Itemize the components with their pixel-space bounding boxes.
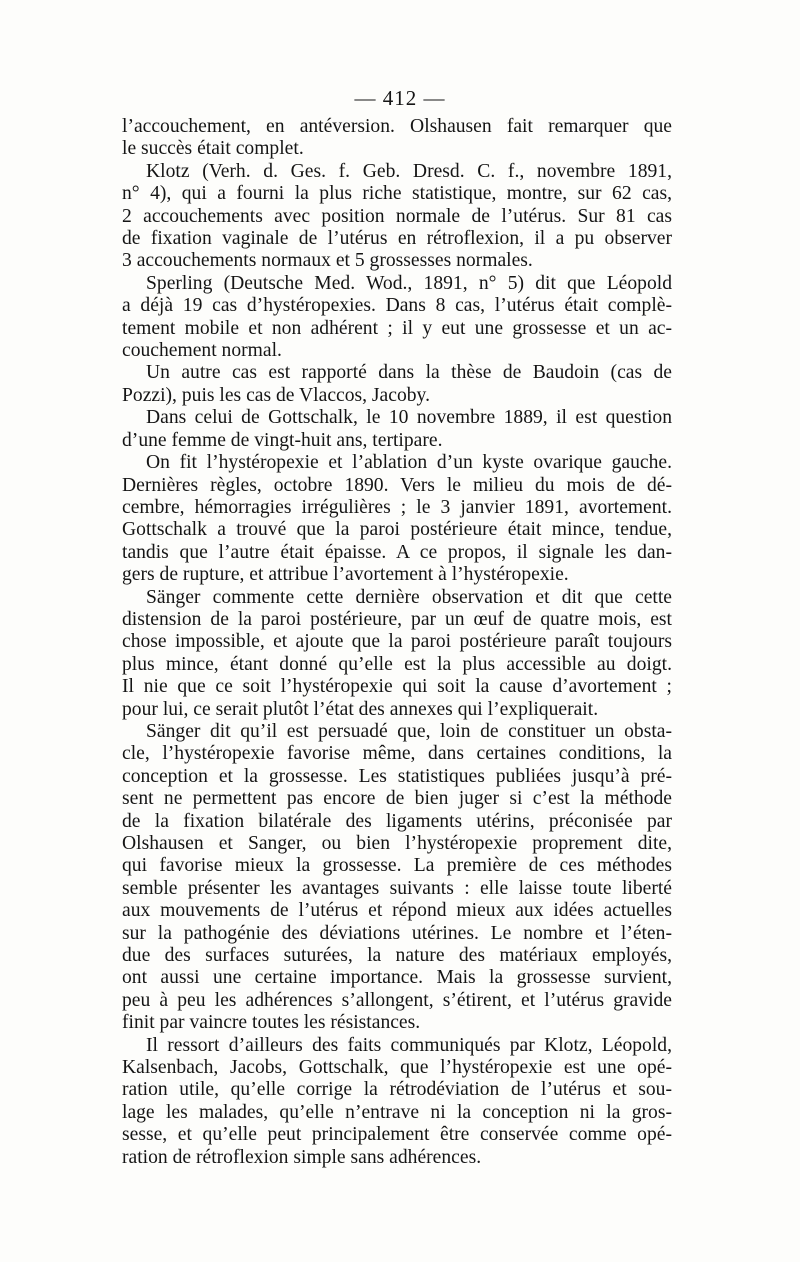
text-line: Klotz (Verh. d. Ges. f. Geb. Dresd. C. f., novembre 1891, — [146, 160, 672, 182]
text-line: aux mouvements de l’utérus et répond mieux aux idées actuelles — [122, 900, 672, 922]
text-line: cle, l’hystéropexie favorise même, dans certaines conditions, la — [122, 743, 672, 765]
text-line: de fixation vaginale de l’utérus en rétroflexion, il a pu observer — [122, 228, 672, 250]
text-line: Olshausen et Sanger, ou bien l’hystéropexie proprement dite, — [122, 833, 672, 854]
text-line: Sperling (Deutsche Med. Wod., 1891, n° 5) dit que Léopold — [146, 272, 672, 294]
text-line: qui favorise mieux la grossesse. La première de ces méthodes — [122, 855, 672, 877]
text-line: couchement normal. — [122, 340, 282, 362]
text-line: tement mobile et non adhérent ; il y eut une grossesse et un ac- — [122, 317, 672, 339]
text-line: ont aussi une certaine importance. Mais la grossesse survient, — [122, 967, 672, 989]
text-line: Kalsenbach, Jacobs, Gottschalk, que l’hystéropexie est une opé- — [122, 1057, 672, 1079]
text-line: Dernières règles, octobre 1890. Vers le milieu du mois de dé- — [122, 474, 672, 496]
text-line: Dans celui de Gottschalk, le 10 novembre 1889, il est question — [146, 407, 672, 429]
text-line: Sänger commente cette dernière observation et dit que cette — [146, 586, 672, 608]
text-line: lage les malades, qu’elle n’entrave ni la conception ni la gros- — [122, 1101, 672, 1123]
text-line: semble présenter les avantages suivants : elle laisse toute liberté — [122, 877, 672, 899]
text-line: Un autre cas est rapporté dans la thèse de Baudoin (cas de — [146, 362, 672, 384]
text-line: ration de rétroflexion simple sans adhérences. — [122, 1146, 482, 1168]
text-line: d’une femme de vingt-huit ans, tertipare. — [122, 429, 443, 451]
text-line: plus mince, étant donné qu’elle est la plus accessible au doigt. — [122, 653, 672, 675]
text-line: de la fixation bilatérale des ligaments utérins, préconisée par — [122, 810, 672, 832]
text-line: Il nie que ce soit l’hystéropexie qui soit la cause d’avortement ; — [122, 676, 672, 698]
body-text — [122, 116, 672, 1169]
text-line: Sänger dit qu’il est persuadé que, loin de constituer un obsta- — [146, 720, 672, 742]
text-line: conception et la grossesse. Les statistiques publiées jusqu’à pré- — [122, 765, 672, 787]
text-line: cembre, hémorragies irrégulières ; le 3 janvier 1891, avortement. — [122, 496, 672, 518]
text-line: sent ne permettent pas encore de bien juger si c’est la méthode — [122, 788, 672, 810]
text-line: On fit l’hystéropexie et l’ablation d’un kyste ovarique gauche. — [146, 452, 672, 474]
text-line: pour lui, ce serait plutôt l’état des annexes qui l’expliquerait. — [122, 698, 599, 720]
text-line: le succès était complet. — [122, 138, 304, 160]
text-line: sesse, et qu’elle peut principalement être conservée comme opé- — [122, 1124, 672, 1146]
text-line: 3 accouchements normaux et 5 grossesses normales. — [122, 250, 533, 272]
text-line: due des surfaces suturées, la nature des matériaux employés, — [122, 945, 672, 967]
text-line: l’accouchement, en antéversion. Olshausen fait remarquer que — [122, 116, 672, 137]
text-line: chose impossible, et ajoute que la paroi postérieure paraît toujours — [122, 631, 672, 653]
text-line: distension de la paroi postérieure, par un œuf de quatre mois, est — [122, 608, 672, 630]
text-line: n° 4), qui a fourni la plus riche statistique, montre, sur 62 cas, — [122, 183, 672, 205]
text-line: Il ressort d’ailleurs des faits communiqués par Klotz, Léopold, — [146, 1034, 672, 1056]
text-line: ration utile, qu’elle corrige la rétrodéviation de l’utérus et sou- — [122, 1079, 672, 1101]
text-line: tandis que l’autre était épaisse. A ce propos, il signale les dan- — [122, 541, 672, 563]
text-line: sur la pathogénie des déviations utérines. Le nombre et l’éten- — [122, 922, 672, 944]
text-line: Pozzi), puis les cas de Vlaccos, Jacoby. — [122, 384, 430, 406]
text-line: peu à peu les adhérences s’allongent, s’étirent, et l’utérus gravide — [122, 989, 672, 1011]
text-line: gers de rupture, et attribue l’avortement à l’hystéropexie. — [122, 564, 569, 586]
text-line: 2 accouchements avec position normale de l’utérus. Sur 81 cas — [122, 205, 672, 227]
text-line: a déjà 19 cas d’hystéropexies. Dans 8 cas, l’utérus était complè- — [122, 295, 672, 317]
text-line: finit par vaincre toutes les résistances. — [122, 1012, 421, 1034]
text-line: Gottschalk a trouvé que la paroi postérieure était mince, tendue, — [122, 519, 672, 541]
page-number: — 412 — — [354, 86, 446, 110]
